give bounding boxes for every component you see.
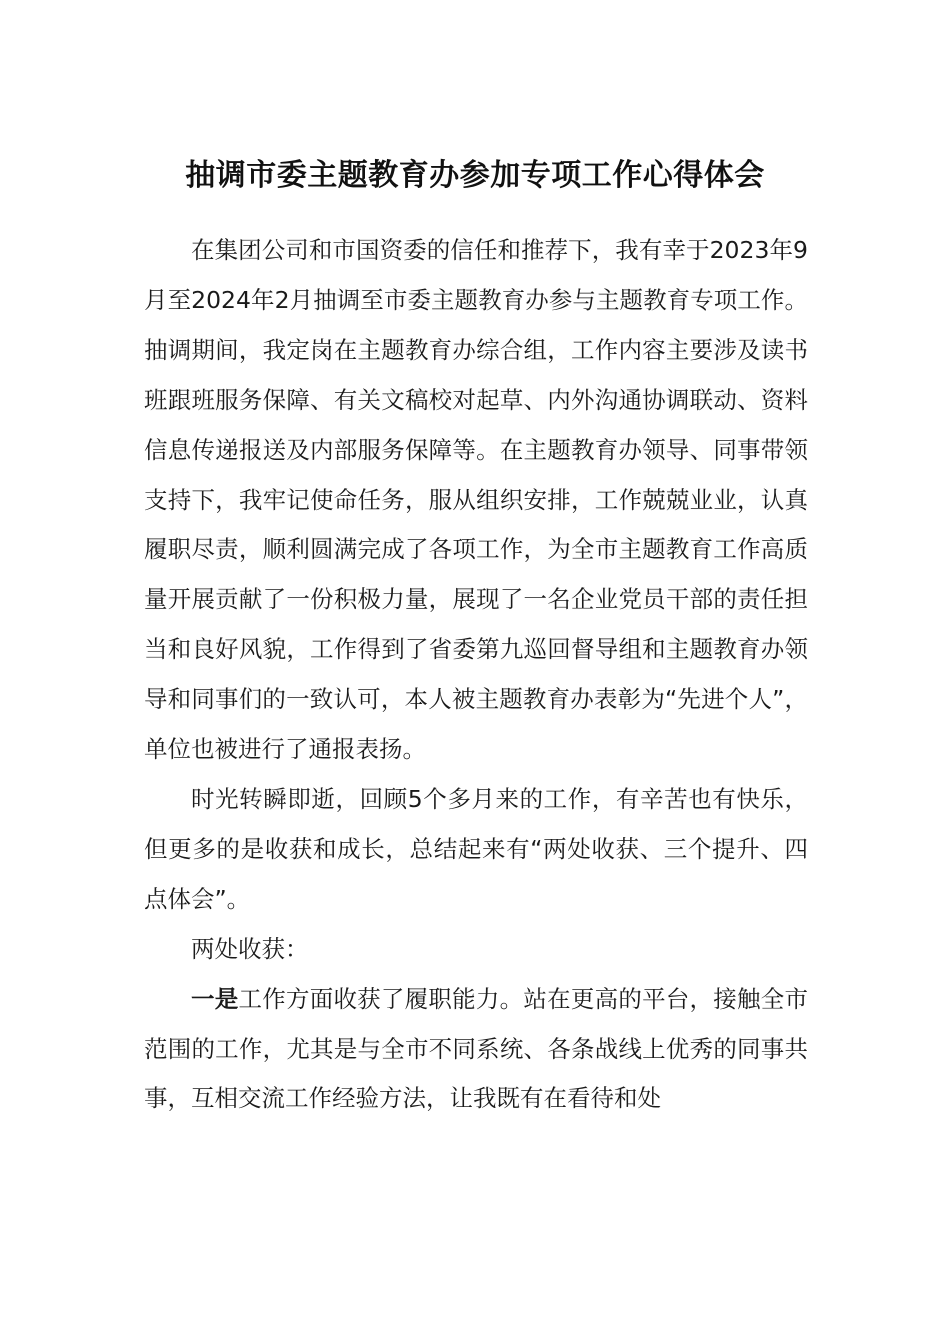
first-gain-lead: 一是 [191,984,239,1013]
document-title: 抽调市委主题教育办参加专项工作心得体会 [185,158,765,193]
paragraph-first-gain [144,975,808,1125]
paragraph-summary: 时光转瞬即逝，回顾5个多月来的工作，有辛苦也有快乐，但更多的是收获和成长，总结起来有“两处收获、三个提升、四点体会”。 [144,784,808,913]
first-gain-text: 工作方面收获了履职能力。站在更高的平台，接触全市范围的工作，尤其是与全市不同系统、各条战线上优秀的同事共事，互相交流工作经验方法，让我既有在看待和处 [144,984,809,1113]
paragraph-intro: 在集团公司和市国资委的信任和推荐下，我有幸于2023年9月至2024年2月抽调至市委主题教育办参与主题教育专项工作。抽调期间，我定岗在主题教育办综合组，工作内容主要涉及读书班跟班服务保障、有关文稿校对起草、内外沟通协调联动、资料信息传递报送及内部服务保障等。在主题教育办领导、同事带领支持下，我牢记使命任务，服从组织安排，工作兢兢业业，认真履职尽责，顺利圆满完成了各项工作，为全市主题教育工作高质量开展贡献了一份积极力量，展现了一名企业党员干部的责任担当和良好风貌，工作得到了省委第九巡回督导组和主题教育办领导和同事们的一致认可，本人被主题教育办表彰为“先进个人”，单位也被进行了通报表扬。 [144,236,808,764]
document-body [144,226,808,1124]
paragraph-heading-gains: 两处收获： [191,934,309,963]
